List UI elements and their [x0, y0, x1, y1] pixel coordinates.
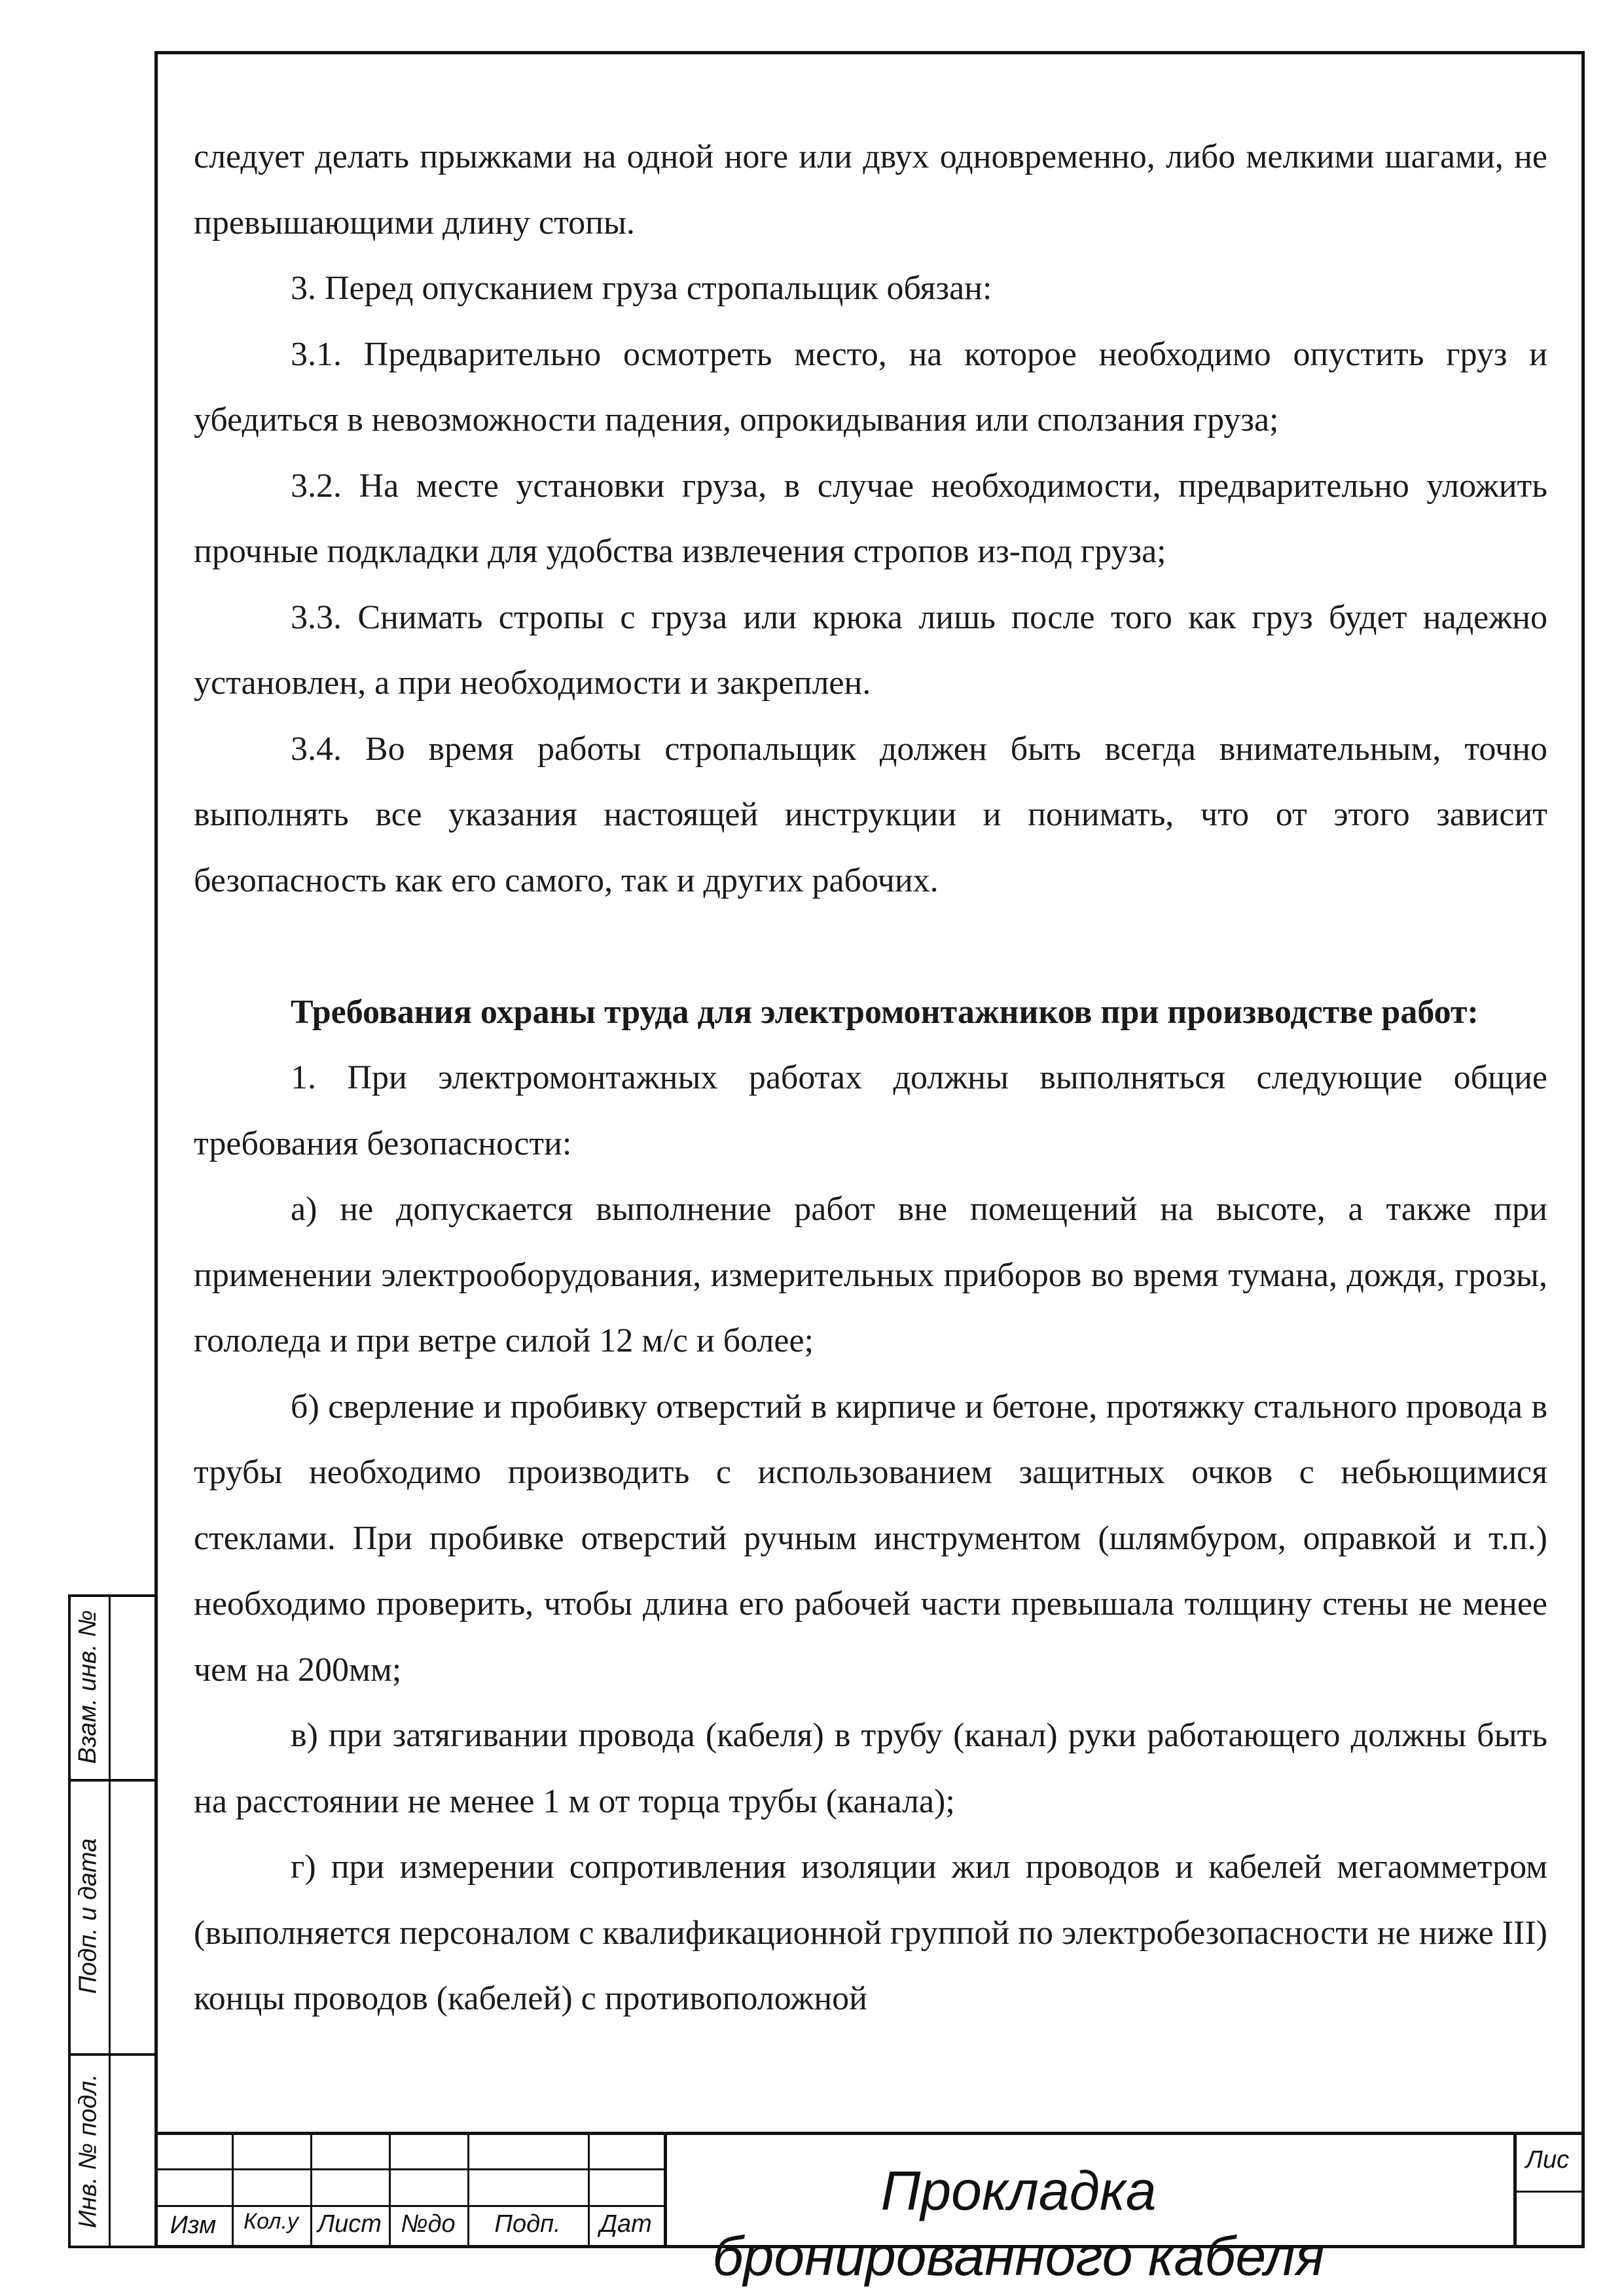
blank-line — [194, 914, 1547, 980]
document-body — [194, 124, 1547, 2032]
paragraph: 3.1. Предварительно осмотреть место, на которое необходимо опустить груз и убедиться в невозможности падения, опрокидывания или сползания груза; — [194, 335, 1547, 439]
vzam-inv-label: Взам. инв. № — [74, 1609, 102, 1764]
col-izm: Изм — [170, 2212, 217, 2239]
section-heading: Требования охраны труда для электромонтажников при производстве работ: — [291, 993, 1479, 1031]
col-list: Лист — [317, 2210, 382, 2238]
paragraph: б) сверление и пробивку отверстий в кирпиче и бетоне, протяжку стального провода в трубы необходимо производить с использованием защитных очков с небьющимися стеклами. При пробивке отверстий ручным инструментом (шлямбуром, оправкой и т.п.) необходимо проверить, чтобы длина его рабочей части превышала толщину стены не менее чем на 200мм; — [194, 1388, 1547, 1689]
paragraph: 1. При электромонтажных работах должны выполняться следующие общие требования безопасности: — [194, 1059, 1547, 1162]
paragraph: в) при затягивании провода (кабеля) в трубу (канал) руки работающего должны быть на расстоянии не менее 1 м от торца трубы (канала); — [194, 1717, 1547, 1820]
col-kol-uch: Кол.у — [244, 2209, 298, 2234]
paragraph: следует делать прыжками на одной ноге или двух одновременно, либо мелкими шагами, не превышающими длину стопы. — [194, 138, 1547, 242]
side-stamp — [68, 1594, 154, 2248]
col-podp: Подп. — [494, 2210, 561, 2238]
paragraph: 3.2. На месте установки груза, в случае необходимости, предварительно уложить прочные подкладки для удобства извлечения стропов из-под груза; — [194, 467, 1547, 570]
title-block — [154, 2132, 1585, 2287]
paragraph: г) при измерении сопротивления изоляции жил проводов и кабелей мегаомметром (выполняется персоналом с квалификационной группой по электробезопасности не ниже III) концы проводов (кабелей) с противоположной — [194, 1848, 1547, 2017]
grid-line — [664, 2132, 667, 2248]
side-stamp-divider — [109, 1594, 111, 2248]
title-block-border — [154, 2132, 1585, 2135]
inv-podl-label: Инв. № подл. — [74, 2073, 102, 2228]
grid-line — [1513, 2191, 1585, 2193]
col-data: Дат — [600, 2210, 652, 2238]
paragraph: 3. Перед опусканием груза стропальщик обязан: — [291, 270, 992, 307]
paragraph: 3.4. Во время работы стропальщик должен быть всегда внимательным, точно выполнять все указания настоящей инструкции и понимать, что от этого зависит безопасность как его самого, так и других рабочих. — [194, 730, 1547, 899]
paragraph: 3.3. Снимать стропы с груза или крюка лишь после того как груз будет надежно установлен, а при необходимости и закреплен. — [194, 598, 1547, 702]
paragraph: а) не допускается выполнение работ вне помещений на высоте, а также при применении электрооборудования, измерительных приборов во время тумана, дождя, грозы, гололеда и при ветре силой 12 м/с и более; — [194, 1191, 1547, 1359]
sheet-label: Лис — [1525, 2146, 1570, 2174]
podp-date-label: Подп. и дата — [74, 1838, 102, 1994]
document-title: Прокладка бронированного кабеля — [712, 2160, 1325, 2287]
col-ndoc: №до — [401, 2210, 456, 2238]
